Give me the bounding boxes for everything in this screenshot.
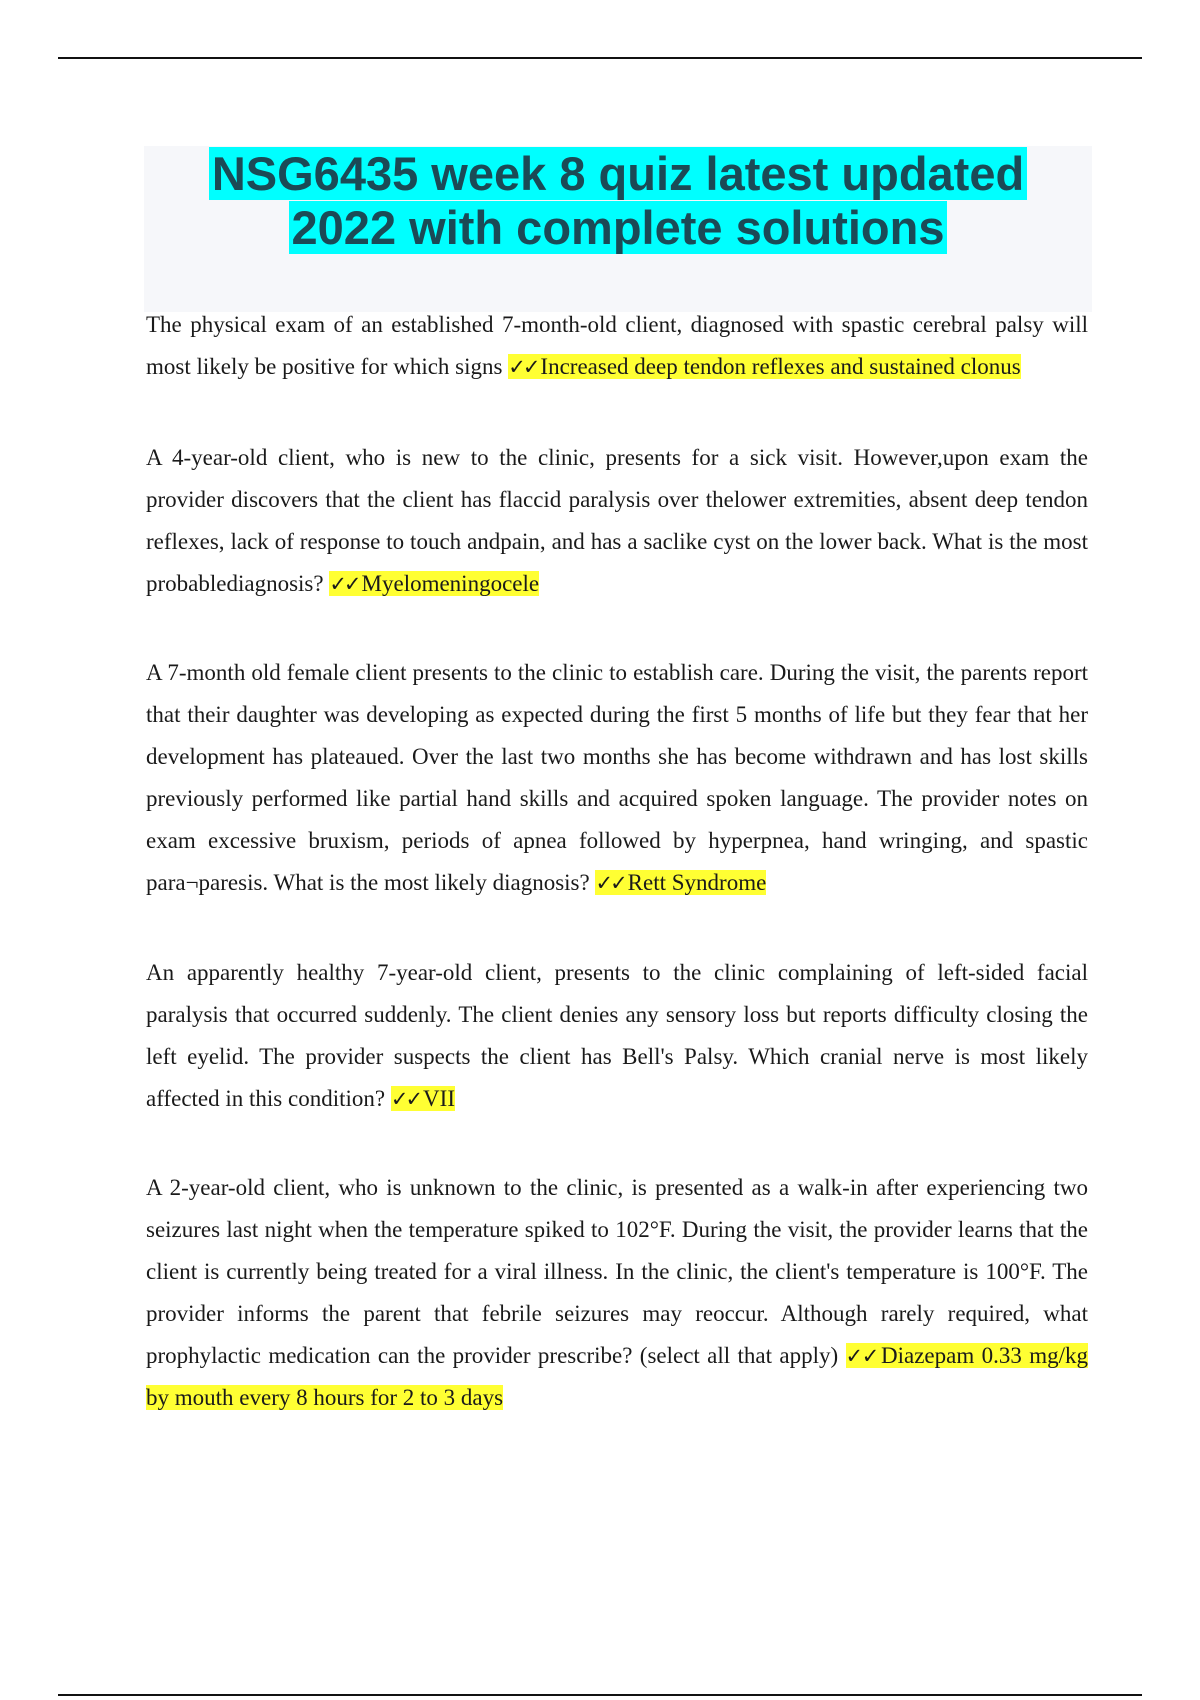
answer-text: VII (423, 1086, 455, 1111)
question-text: The physical exam of an established 7-month-old client, diagnosed with spastic cerebral palsy will most likely be positive for which signs (146, 312, 1088, 379)
answer-text: Rett Syndrome (627, 870, 767, 895)
bottom-rule (58, 1694, 1142, 1696)
double-check-icon: ✓✓ (329, 572, 359, 596)
double-check-icon: ✓✓ (508, 355, 538, 379)
double-check-icon: ✓✓ (390, 1087, 421, 1111)
title-line-1: NSG6435 week 8 quiz latest updated (209, 147, 1027, 200)
question-text: A 4-year-old client, who is new to the clinic, presents for a sick visit. However,upon exam the provider discovers that the client has flaccid paralysis over thelower extremities, absent deep tendon reflexes, lack of response to touch andpain, and has a saclike cyst on the lower back. What is the most probablediagnosis? (146, 445, 1088, 596)
answer-highlight (508, 354, 1020, 379)
double-check-icon: ✓✓ (845, 1344, 878, 1368)
top-rule (58, 57, 1142, 59)
double-check-icon: ✓✓ (595, 871, 625, 895)
question-1 (146, 304, 1088, 388)
title-block (144, 146, 1092, 312)
question-text: A 7-month old female client presents to the clinic to establish care. During the visit, the parents report that their daughter was developing as expected during the first 5 months of life but they fear that her development has plateaued. Over the last two months she has become withdrawn and has lost skills previously performed like partial hand skills and acquired spoken language. The provider notes on exam excessive bruxism, periods of apnea followed by hyperpnea, hand wringing, and spastic para¬paresis. What is the most likely diagnosis? (146, 660, 1088, 895)
question-2 (146, 437, 1088, 605)
answer-highlight (391, 1086, 455, 1111)
question-4 (146, 952, 1088, 1120)
title-line-2: 2022 with complete solutions (289, 201, 948, 254)
question-3 (146, 652, 1088, 904)
document-title (144, 147, 1092, 255)
answer-highlight (595, 870, 766, 895)
answer-highlight (329, 571, 539, 596)
question-text: An apparently healthy 7-year-old client, presents to the clinic complaining of left-sided facial paralysis that occurred suddenly. The client denies any sensory loss but reports difficulty closing the left eyelid. The provider suspects the client has Bell's Palsy. Which cranial nerve is most likely affected in this condition? (146, 960, 1088, 1111)
question-text: A 2-year-old client, who is unknown to the clinic, is presented as a walk-in after experiencing two seizures last night when the temperature spiked to 102°F. During the visit, the provider learns that the client is currently being treated for a viral illness. In the clinic, the client's temperature is 100°F. The provider informs the parent that febrile seizures may reoccur. Although rarely required, what prophylactic medication can the provider prescribe? (select all that apply) (146, 1175, 1088, 1368)
answer-text: Diazepam 0.33 mg/kg by mouth every 8 hours for 2 to 3 days (146, 1343, 1088, 1410)
answer-text: Myelomeningocele (361, 571, 540, 596)
question-5 (146, 1167, 1088, 1419)
answer-text: Increased deep tendon reflexes and sustained clonus (540, 354, 1021, 379)
